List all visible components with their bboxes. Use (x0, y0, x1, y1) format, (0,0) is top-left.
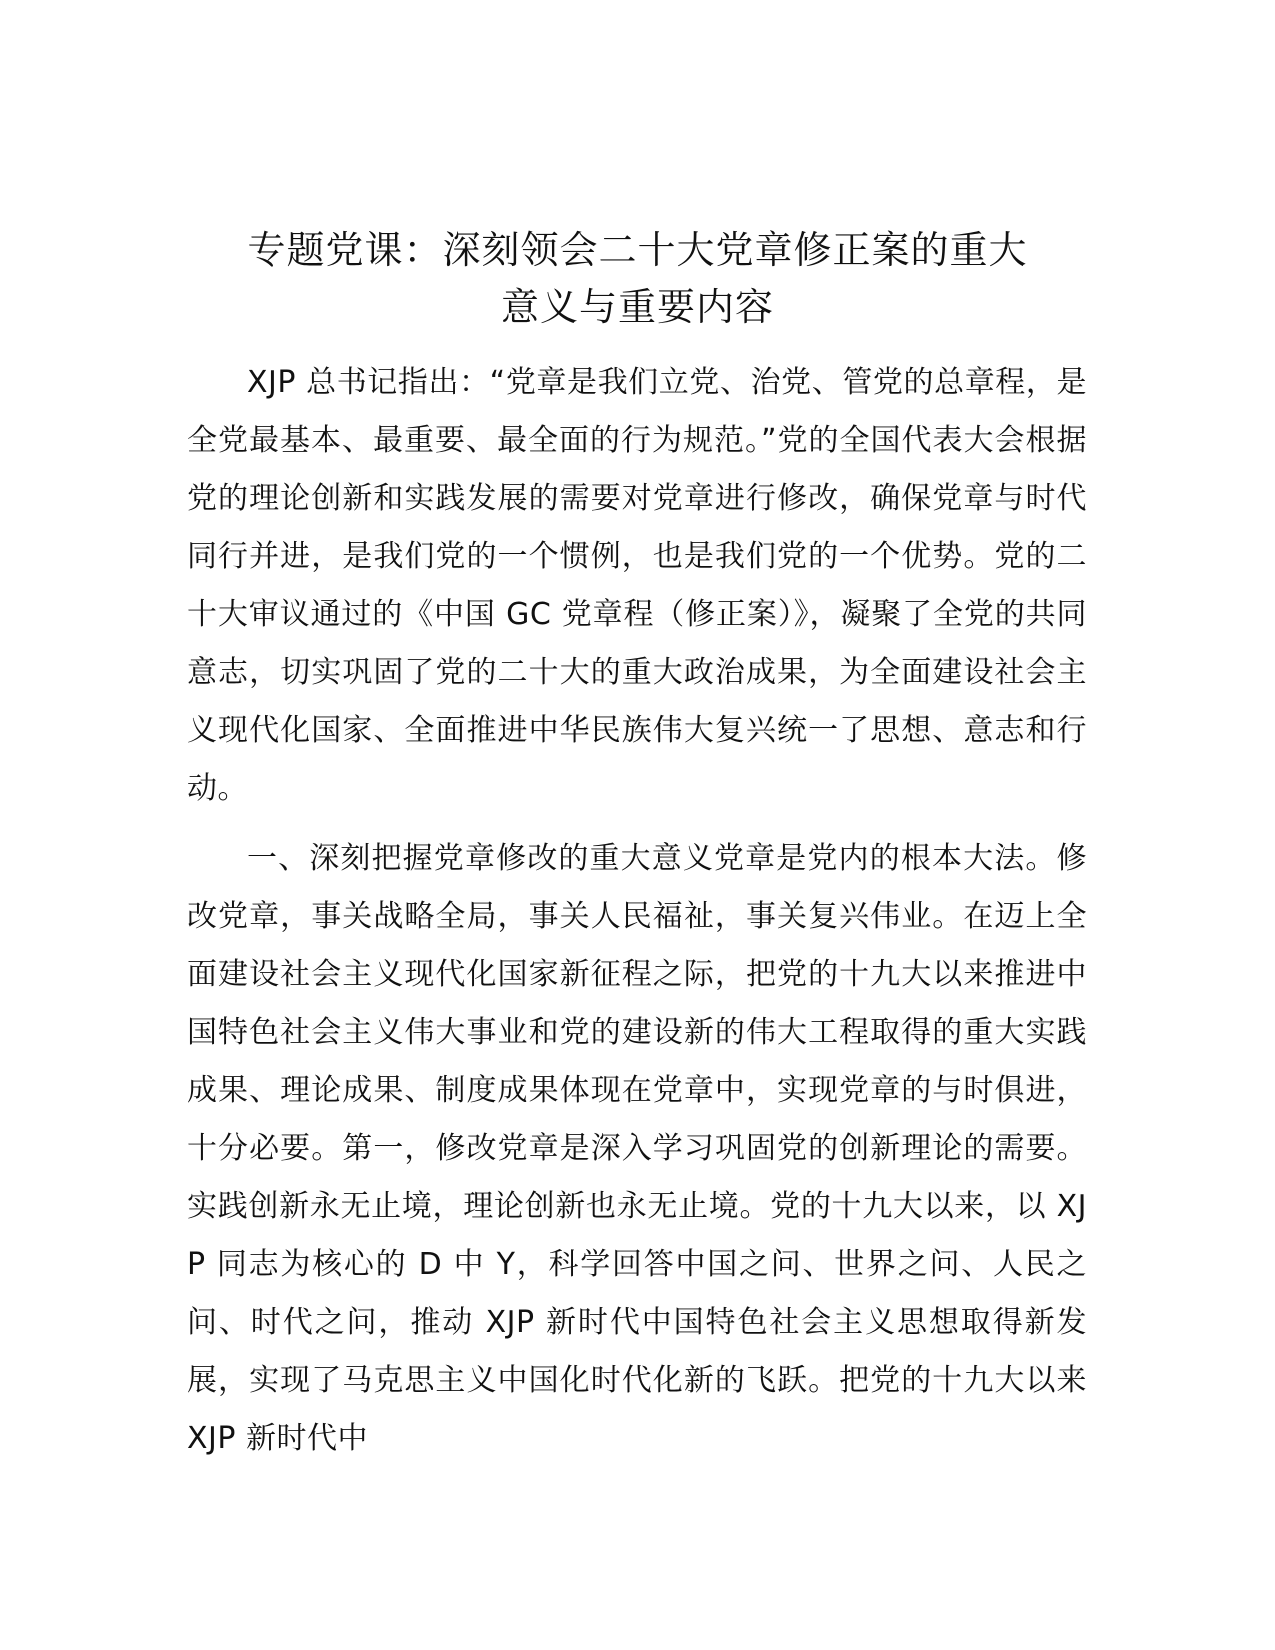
title-line-2: 意义与重要内容 (500, 285, 774, 329)
document-title (180, 222, 1095, 336)
document-body (187, 354, 1087, 1480)
title-line-1: 专题党课：深刻领会二十大党章修正案的重大 (247, 228, 1028, 272)
paragraph-intro: XJP 总书记指出：“党章是我们立党、治党、管党的总章程，是全党最基本、最重要、最全面的行为规范。”党的全国代表大会根据党的理论创新和实践发展的需要对党章进行修改，确保党章与时代同行并进，是我们党的一个惯例，也是我们党的一个优势。党的二十大审议通过的《中国 GC 党章程（修正案）》，凝聚了全党的共同意志，切实巩固了党的二十大的重大政治成果，为全面建设社会主义现代化国家、全面推进中华民族伟大复兴统一了思想、意志和行动。 (187, 365, 1087, 806)
paragraph-section-one: 一、深刻把握党章修改的重大意义党章是党内的根本大法。修改党章，事关战略全局，事关人民福祉，事关复兴伟业。在迈上全面建设社会主义现代化国家新征程之际，把党的十九大以来推进中国特色社会主义伟大事业和党的建设新的伟大工程取得的重大实践成果、理论成果、制度成果体现在党章中，实现党章的与时俱进，十分必要。第一，修改党章是深入学习巩固党的创新理论的需要。实践创新永无止境，理论创新也永无止境。党的十九大以来，以 XJP 同志为核心的 D 中 Y，科学回答中国之问、世界之问、人民之问、时代之问，推动 XJP 新时代中国特色社会主义思想取得新发展，实现了马克思主义中国化时代化新的飞跃。把党的十九大以来 XJP 新时代中 (187, 841, 1087, 1456)
